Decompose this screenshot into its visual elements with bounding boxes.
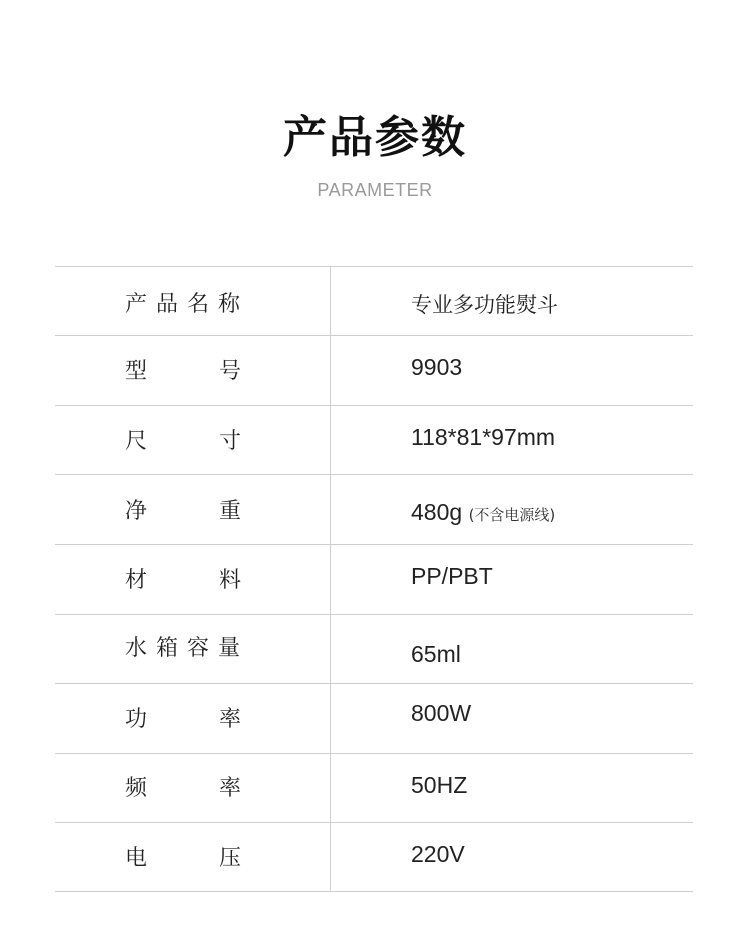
page-title: 产品参数 — [283, 112, 467, 163]
spec-value-size: 118*81*97mm — [411, 424, 556, 450]
spec-label-model — [125, 357, 241, 387]
spec-value-model: 9903 — [411, 354, 463, 380]
table-rule — [55, 683, 693, 684]
spec-label-voltage-char: 压 — [218, 846, 241, 871]
column-divider — [330, 266, 331, 892]
spec-value-frequency: 50HZ — [411, 772, 468, 798]
spec-label-power — [125, 705, 241, 735]
spec-label-size-char: 尺 — [125, 429, 148, 454]
spec-label-weight-char: 净 — [125, 499, 148, 524]
page-subtitle: PARAMETER — [317, 180, 433, 200]
table-rule — [55, 474, 693, 475]
spec-label-model-char: 型 — [125, 359, 148, 384]
spec-label-weight-char: 重 — [218, 499, 241, 524]
spec-label-power-char: 功 — [125, 707, 148, 732]
spec-label-material-char: 料 — [218, 568, 241, 593]
spec-label-material-char: 材 — [125, 568, 148, 593]
spec-label-frequency-char: 频 — [125, 776, 148, 801]
spec-label-material — [125, 566, 241, 596]
table-rule — [55, 891, 693, 892]
spec-value-material: PP/PBT — [411, 563, 493, 589]
table-rule — [55, 753, 693, 754]
spec-value-voltage: 220V — [411, 841, 465, 867]
spec-value-name: 专业多功能熨斗 — [411, 293, 558, 317]
spec-value-weight-main: 480g — [411, 499, 463, 525]
table-rule — [55, 335, 693, 336]
spec-value-weight-note: (不含电源线) — [468, 506, 556, 524]
spec-value-power: 800W — [411, 700, 472, 726]
spec-label-voltage-char: 电 — [125, 846, 148, 871]
table-rule — [55, 822, 693, 823]
spec-value-weight — [411, 497, 555, 530]
spec-label-frequency-char: 率 — [218, 776, 241, 801]
spec-label-size-char: 寸 — [218, 429, 241, 454]
spec-label-voltage — [125, 844, 241, 874]
spec-label-name: 产品名称 — [125, 292, 250, 317]
table-rule — [55, 405, 693, 406]
spec-label-model-char: 号 — [218, 359, 241, 384]
spec-label-size — [125, 427, 241, 457]
spec-table — [55, 266, 693, 892]
table-rule — [55, 614, 693, 615]
spec-label-tank: 水箱容量 — [125, 636, 250, 661]
spec-label-frequency — [125, 774, 241, 804]
spec-label-weight — [125, 497, 241, 527]
spec-value-tank: 65ml — [411, 641, 461, 667]
table-rule — [55, 544, 693, 545]
table-rule — [55, 266, 693, 267]
spec-label-power-char: 率 — [218, 707, 241, 732]
